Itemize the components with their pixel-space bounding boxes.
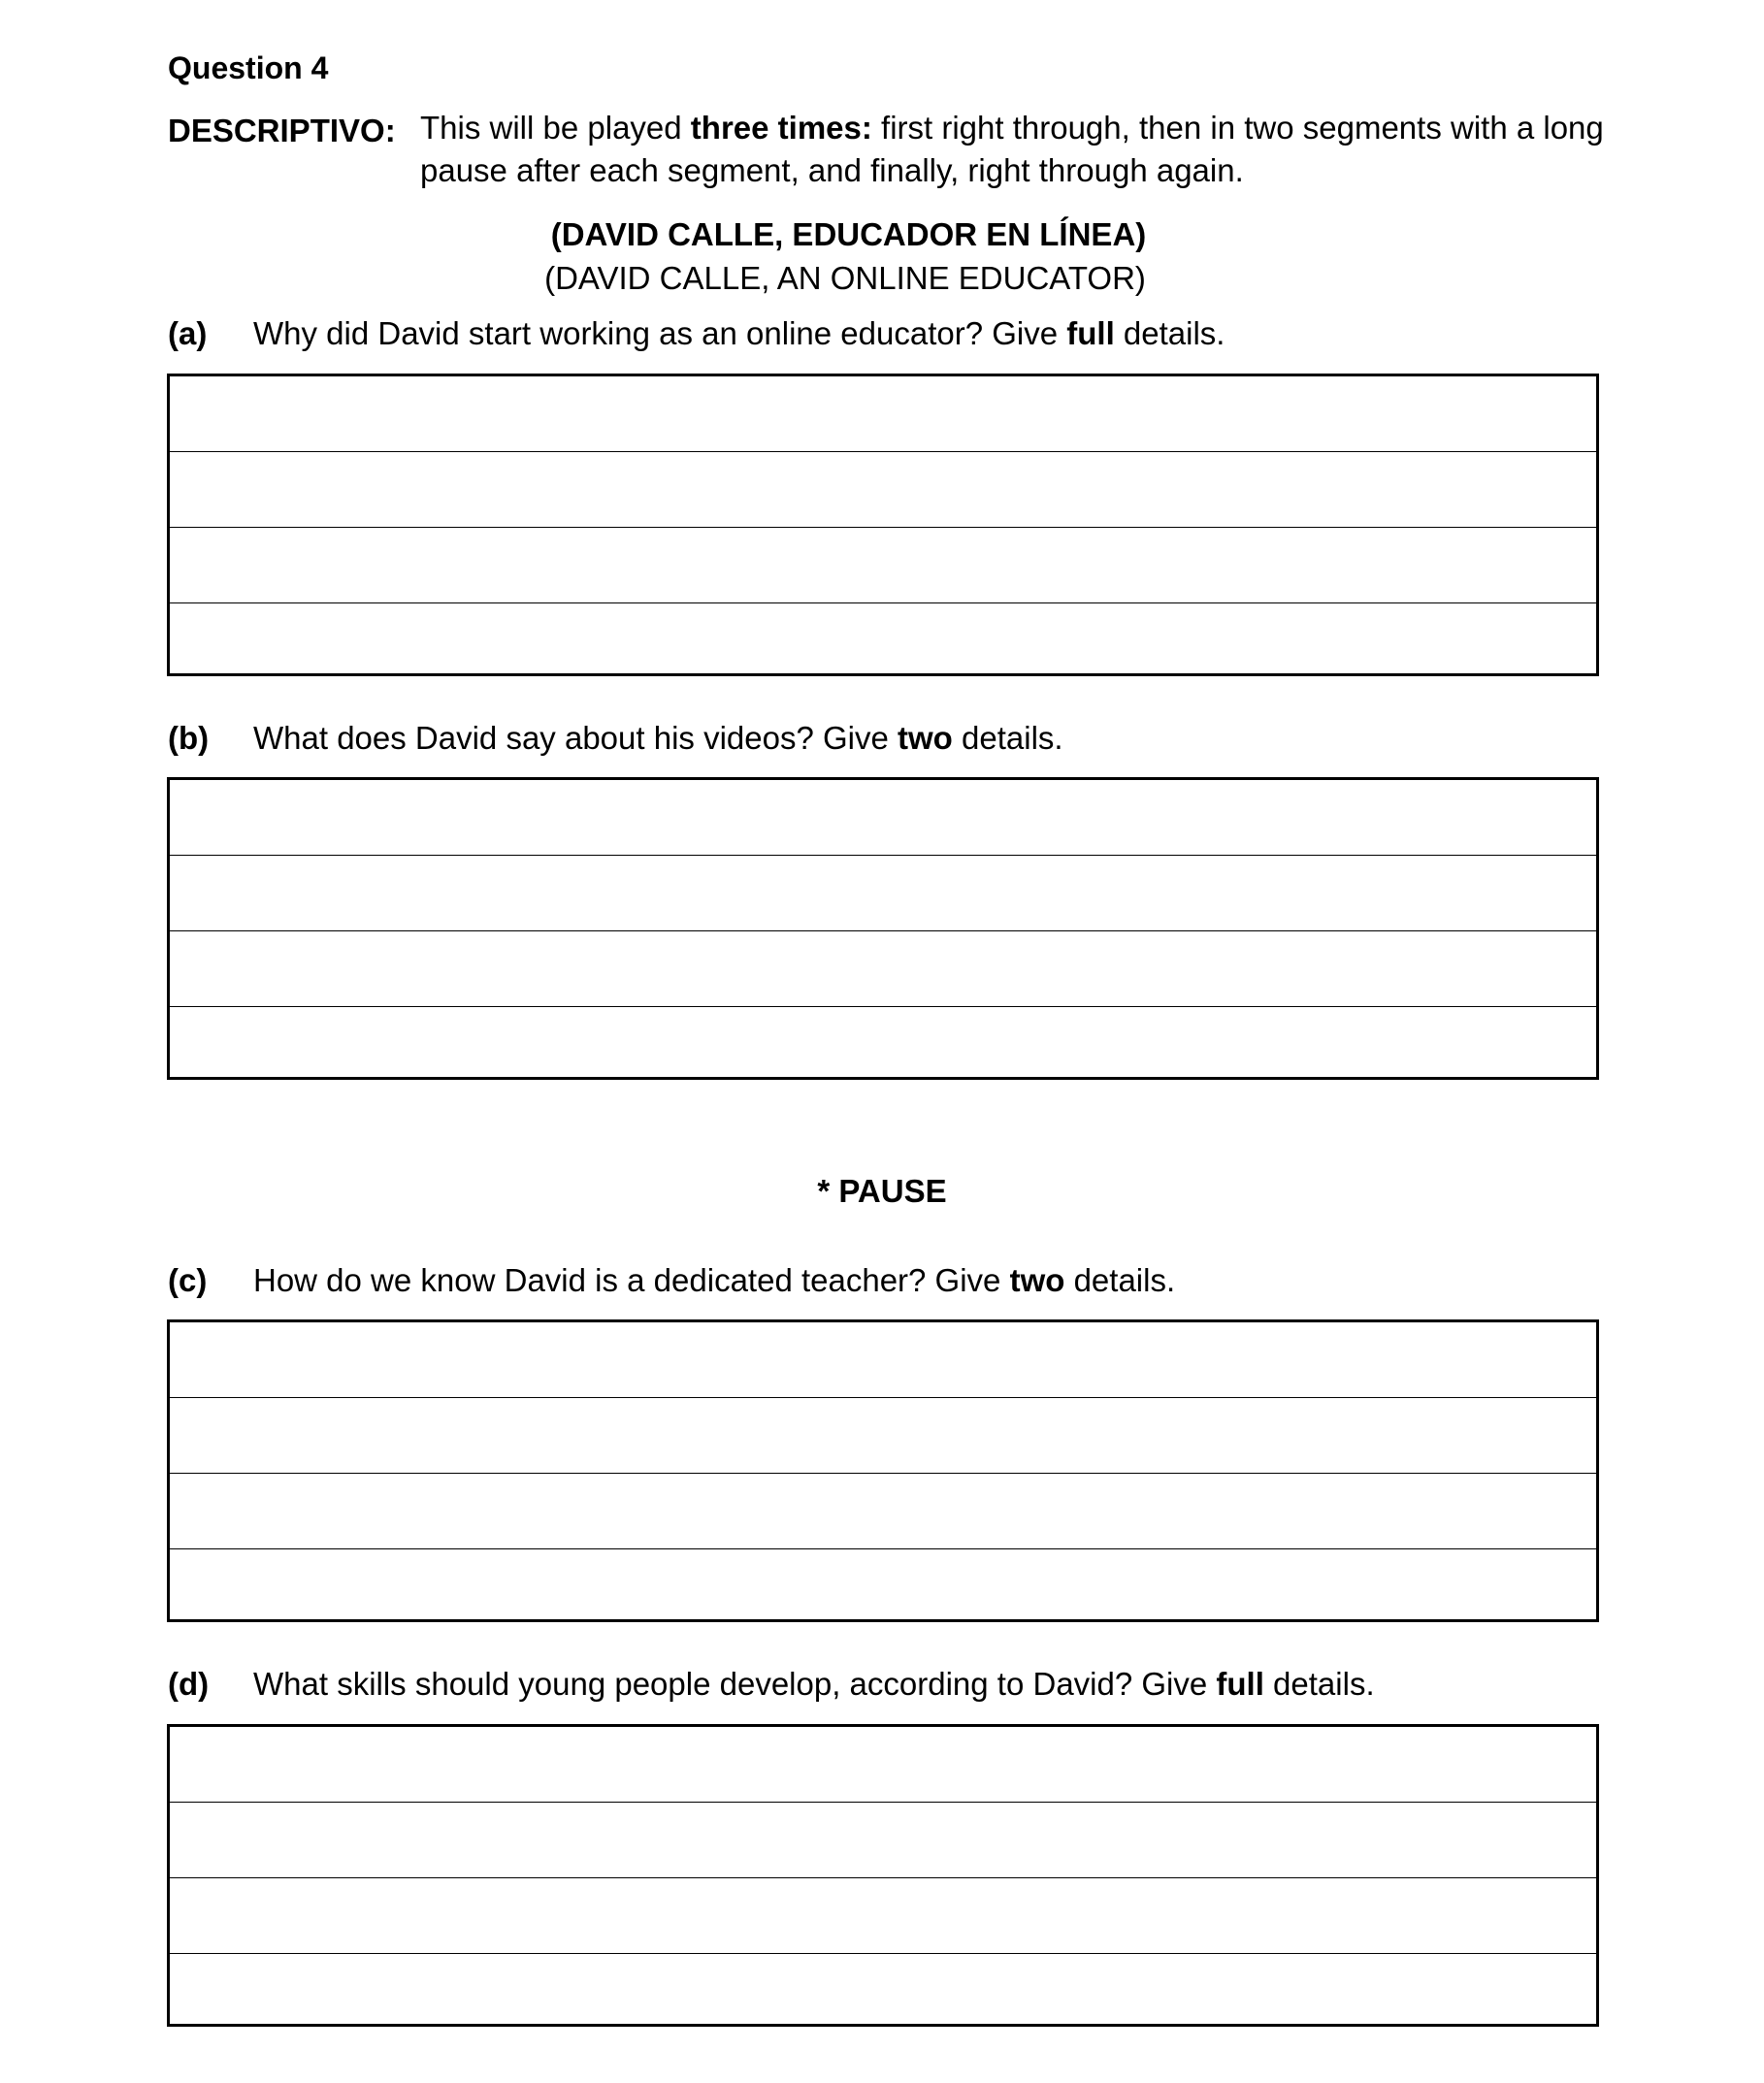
descriptivo-text-before: This will be played	[420, 110, 691, 146]
question-c-text-bold: two	[1009, 1262, 1065, 1298]
question-b-label: (b)	[168, 720, 210, 756]
answer-line[interactable]	[170, 1474, 1596, 1549]
question-c-label: (c)	[168, 1262, 208, 1298]
answer-line[interactable]	[170, 528, 1596, 603]
answer-line[interactable]	[170, 376, 1596, 452]
question-a-text-after: details.	[1114, 315, 1225, 351]
descriptivo-text-bold: three times:	[690, 110, 872, 146]
question-a-text-before: Why did David start working as an online educator? Give	[253, 315, 1067, 351]
question-c-text-before: How do we know David is a dedicated teacher? Give	[253, 1262, 1010, 1298]
question-c-text-after: details.	[1064, 1262, 1176, 1298]
question-b-text-after: details.	[952, 720, 1063, 756]
question-d-text-after: details.	[1263, 1666, 1375, 1702]
question-b-text-before: What does David say about his videos? Give	[253, 720, 898, 756]
answer-line[interactable]	[170, 1322, 1596, 1398]
answer-line[interactable]	[170, 1727, 1596, 1803]
answer-box-a	[167, 374, 1599, 676]
question-b-text	[253, 717, 1063, 760]
title-english: (DAVID CALLE, AN ONLINE EDUCATOR)	[544, 260, 1146, 296]
answer-box-c	[167, 1319, 1599, 1622]
answer-line[interactable]	[170, 452, 1596, 528]
question-d-text-before: What skills should young people develop, according to David? Give	[253, 1666, 1217, 1702]
answer-box-b	[167, 777, 1599, 1080]
answer-line[interactable]	[170, 1398, 1596, 1474]
descriptivo-label: DESCRIPTIVO:	[168, 113, 396, 148]
question-a-text	[253, 312, 1225, 355]
answer-line[interactable]	[170, 603, 1596, 679]
answer-line[interactable]	[170, 780, 1596, 856]
title-spanish: (DAVID CALLE, EDUCADOR EN LÍNEA)	[550, 216, 1147, 252]
answer-line[interactable]	[170, 1878, 1596, 1954]
question-b-text-bold: two	[898, 720, 953, 756]
answer-line[interactable]	[170, 856, 1596, 931]
pause-marker: * PAUSE	[817, 1173, 947, 1209]
answer-line[interactable]	[170, 1954, 1596, 2030]
answer-box-d	[167, 1724, 1599, 2027]
answer-line[interactable]	[170, 1549, 1596, 1625]
answer-line[interactable]	[170, 931, 1596, 1007]
question-d-text-bold: full	[1216, 1666, 1264, 1702]
question-a-label: (a)	[168, 315, 208, 351]
answer-line[interactable]	[170, 1007, 1596, 1083]
question-c-text	[253, 1259, 1175, 1302]
descriptivo-instructions	[420, 107, 1623, 192]
question-a-text-bold: full	[1066, 315, 1115, 351]
answer-line[interactable]	[170, 1803, 1596, 1878]
question-heading: Question 4	[168, 50, 329, 85]
descriptivo-text-after: first right through, then in two segments with a long pause after each segment, and finally, right through again.	[420, 110, 1604, 188]
question-d-label: (d)	[168, 1666, 210, 1702]
question-d-text	[253, 1663, 1375, 1706]
